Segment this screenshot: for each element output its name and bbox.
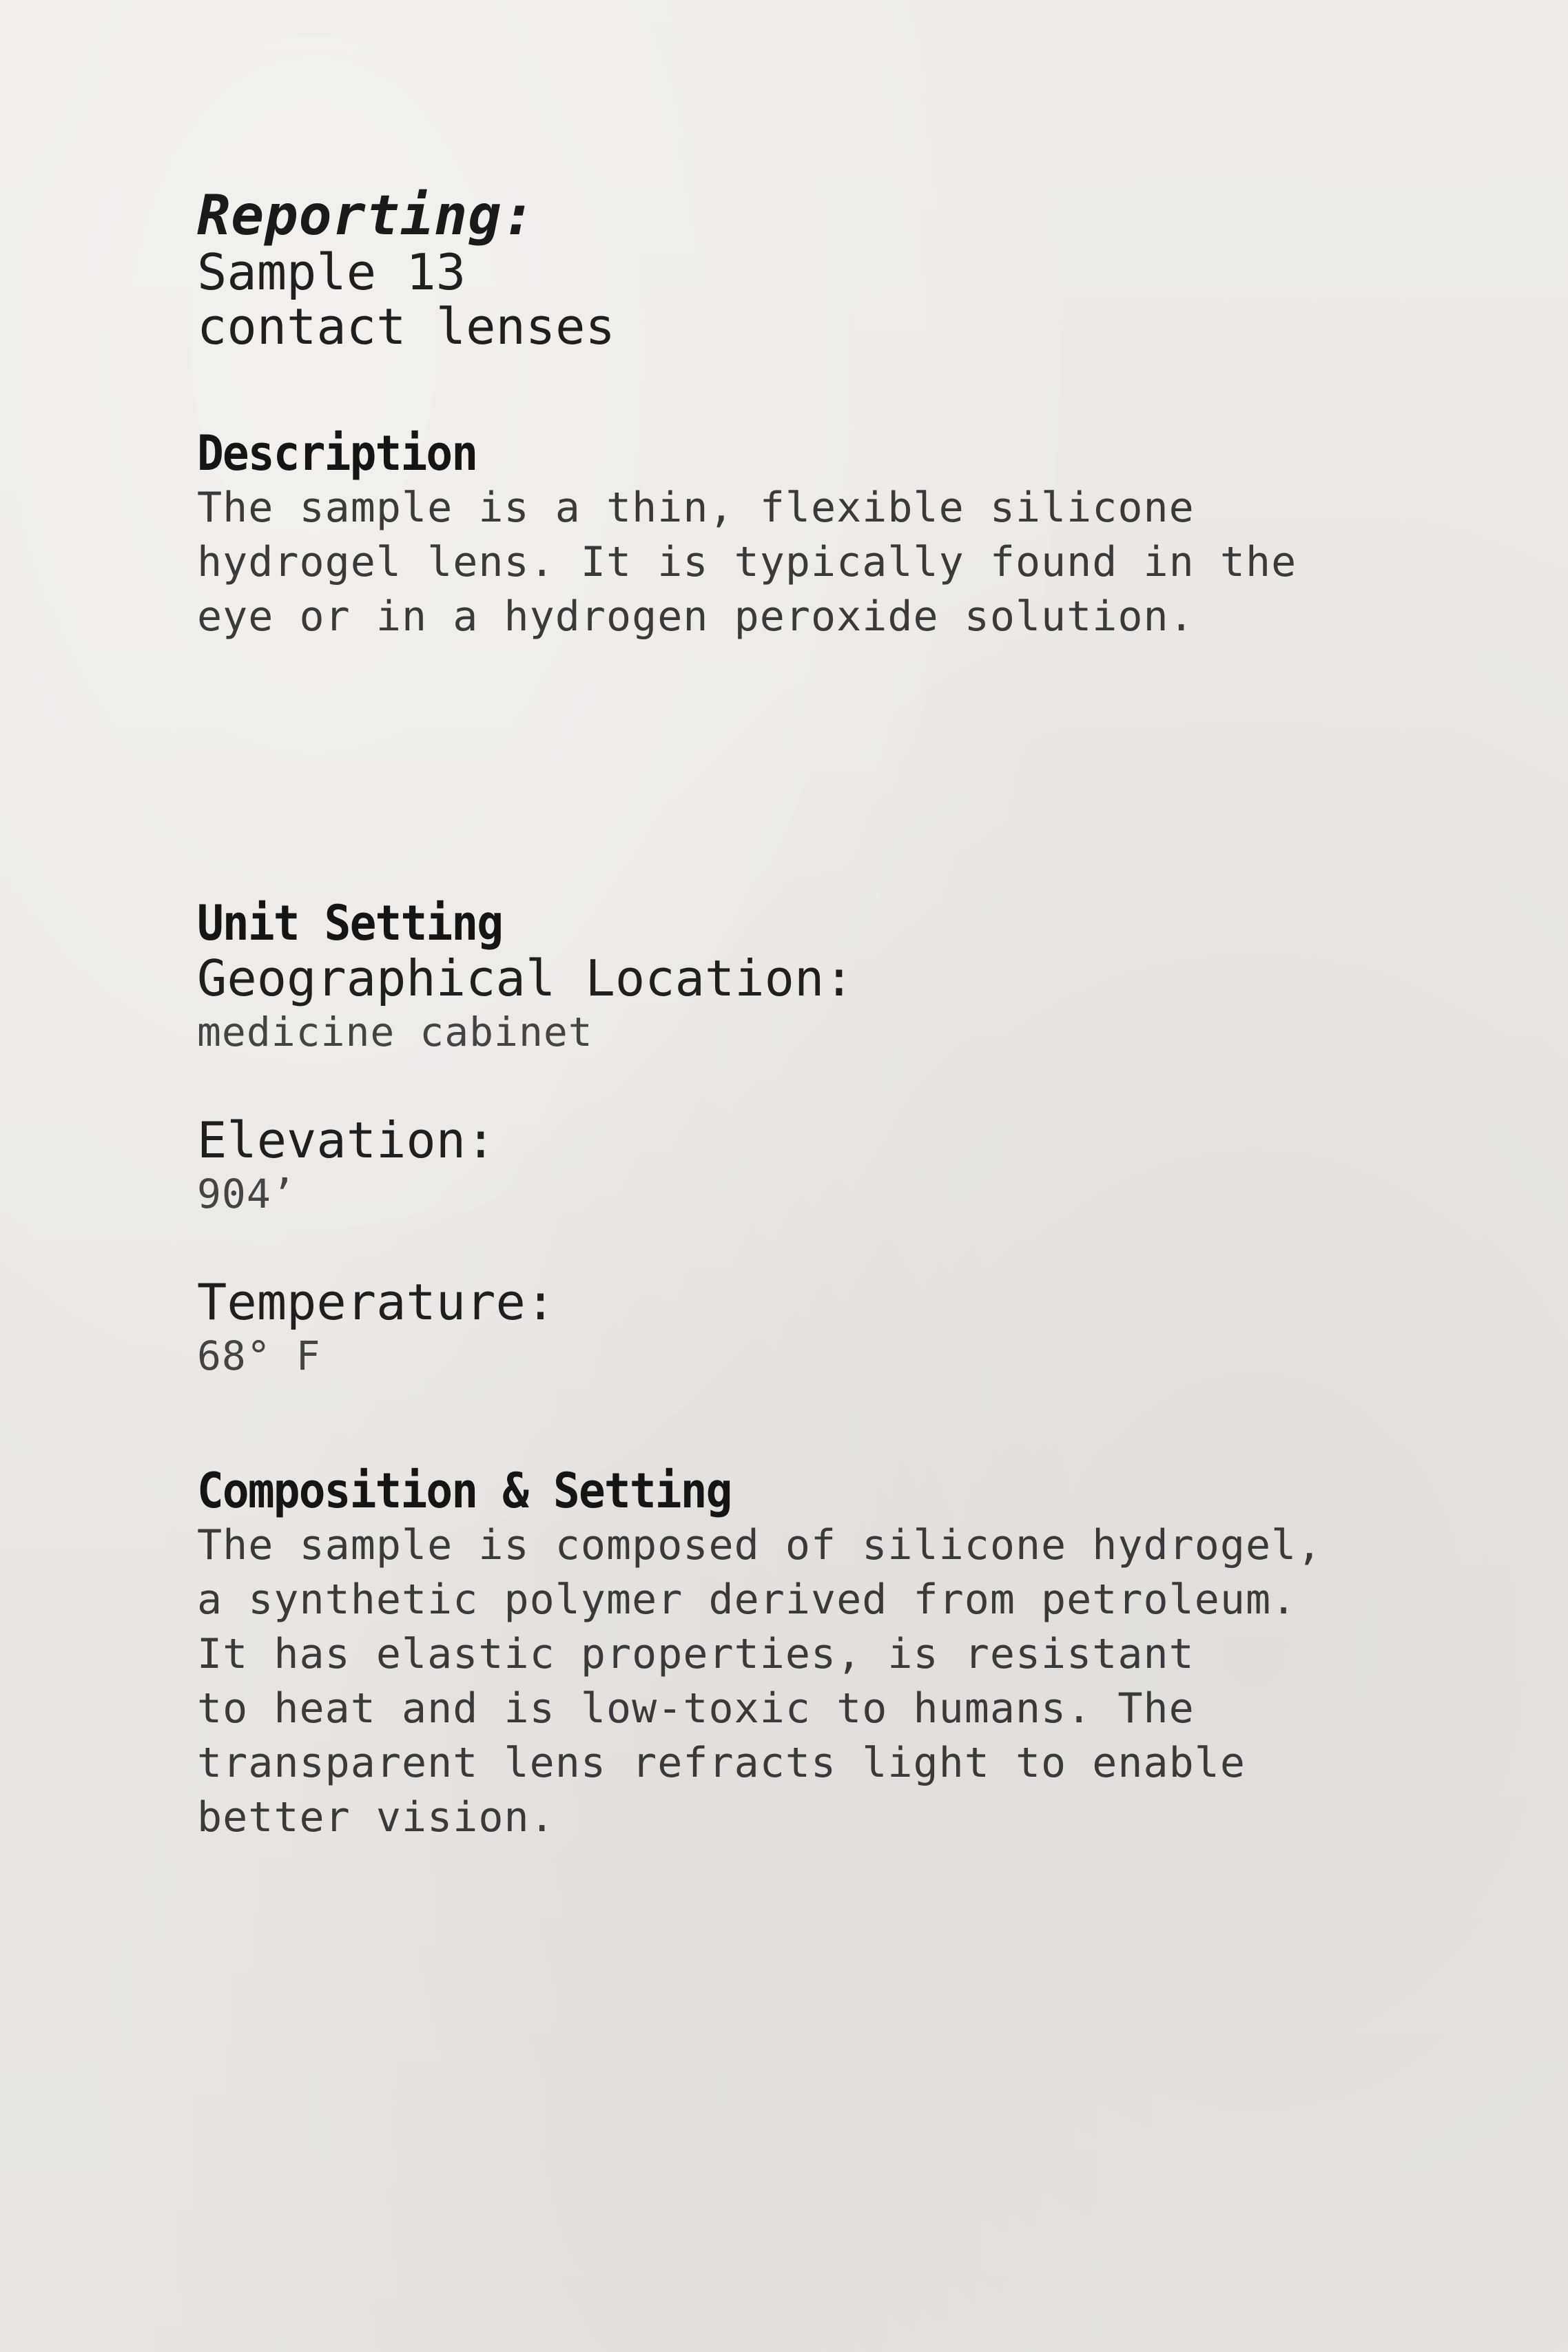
sample-subject: contact lenses [197, 298, 615, 355]
unit-setting-heading: Unit Setting [197, 895, 503, 951]
composition-text: The sample is composed of silicone hydrogel, a synthetic polymer derived from petroleum. It has elastic properties, is resistant to heat and is low-toxic to humans. The transparent lens refracts light to enable better vision. [197, 1521, 1323, 1842]
elevation-label: Elevation: [197, 1111, 496, 1169]
temperature-value: 68° F [197, 1332, 321, 1379]
sample-number: Sample 13 [197, 243, 466, 301]
description-section [197, 426, 1297, 644]
elevation-field [197, 1113, 495, 1220]
unit-setting-section [197, 896, 854, 1058]
description-text: The sample is a thin, flexible silicone hydrogel lens. It is typically found in the eye or in a hydrogen peroxide solution. [197, 484, 1297, 641]
location-value: medicine cabinet [197, 1009, 593, 1055]
report-header [197, 183, 615, 355]
temperature-field [197, 1275, 555, 1382]
location-label: Geographical Location: [197, 949, 854, 1007]
composition-section [197, 1463, 1322, 1845]
composition-heading: Composition & Setting [197, 1463, 732, 1519]
elevation-value: 904’ [197, 1170, 296, 1217]
description-heading: Description [197, 425, 477, 482]
temperature-label: Temperature: [197, 1273, 556, 1331]
report-title: Reporting: [197, 183, 536, 247]
